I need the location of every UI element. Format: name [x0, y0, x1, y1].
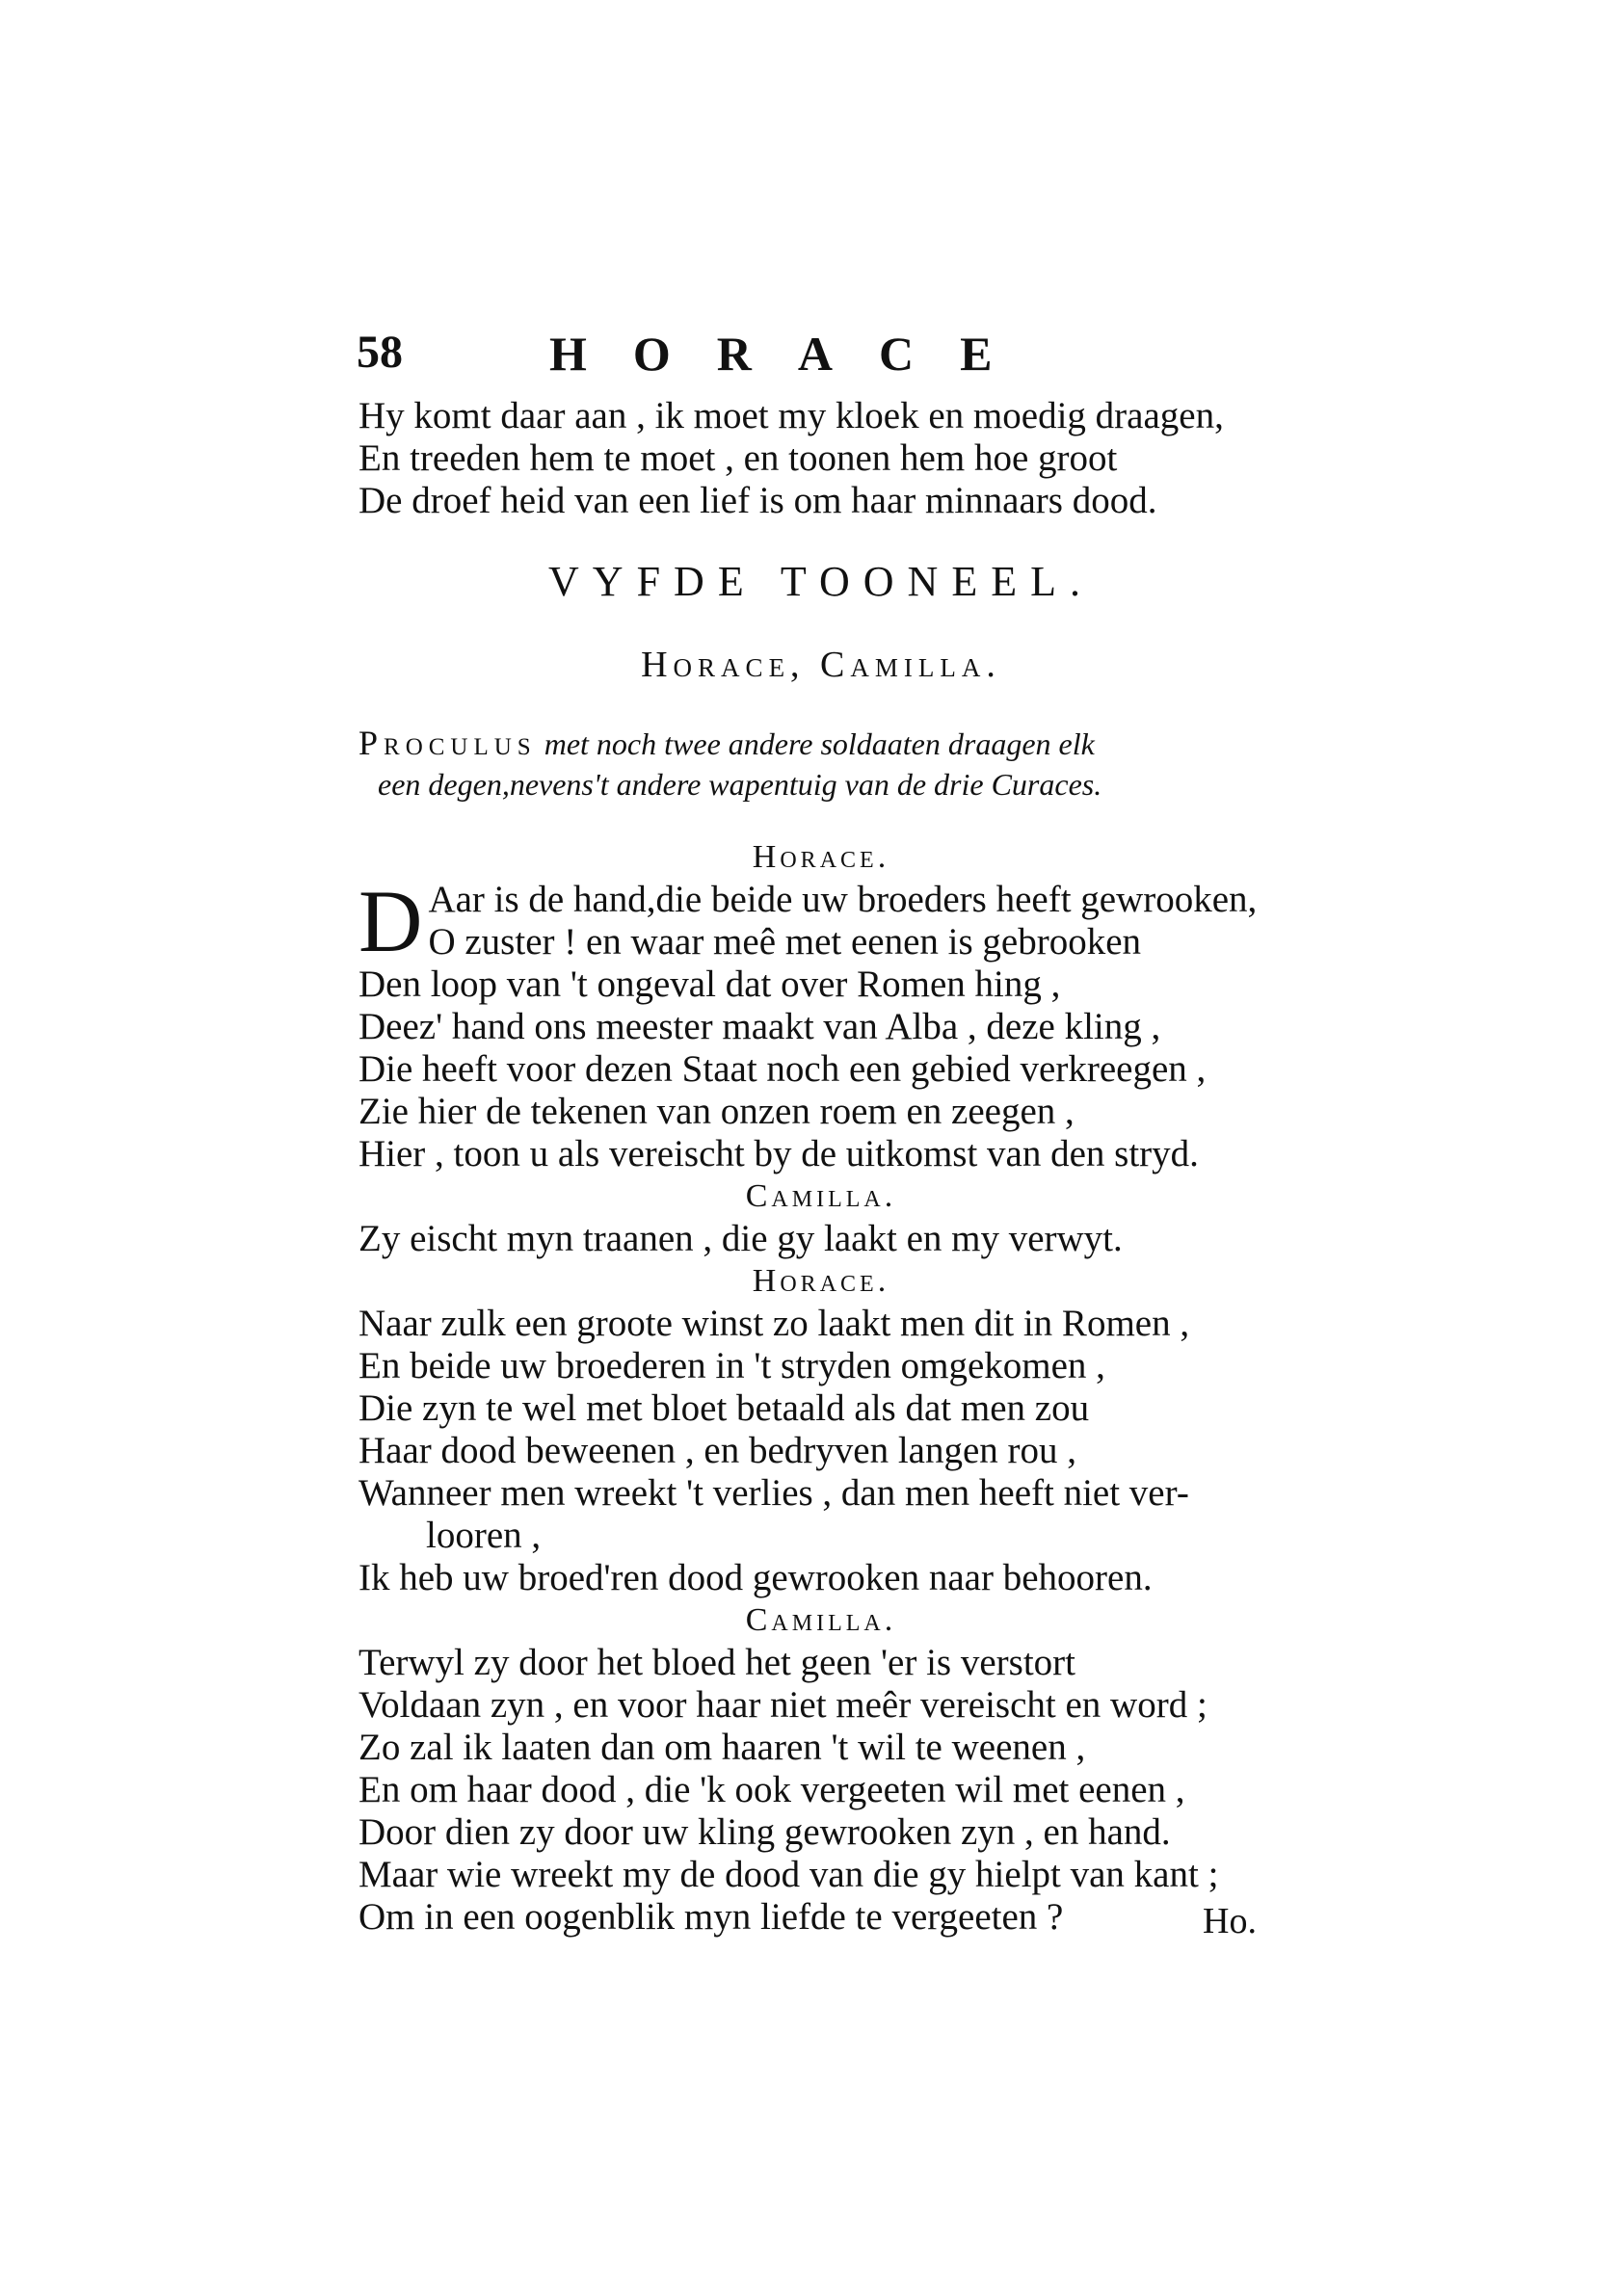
- speaker-name: Horace.: [752, 1263, 890, 1299]
- verse-line: Die zyn te wel met bloet betaald als dat men zou: [358, 1387, 1090, 1429]
- verse-line: De droef heid van een lief is om haar minnaars dood.: [358, 480, 1157, 521]
- verse-line: Haar dood beweenen , en bedryven langen rou ,: [358, 1430, 1077, 1471]
- verse-line: Wanneer men wreekt 't verlies , dan men heeft niet ver-: [358, 1472, 1189, 1514]
- verse-line: Door dien zy door uw kling gewrooken zyn , en hand.: [358, 1811, 1171, 1853]
- verse-line: Hier , toon u als vereischt by de uitkomst van den stryd.: [358, 1133, 1199, 1174]
- verse-line: Den loop van 't ongeval dat over Romen hing ,: [358, 963, 1061, 1005]
- verse-line-continuation: looren ,: [426, 1515, 542, 1556]
- stage-direction-name: Proculus: [358, 724, 537, 762]
- verse-line: Terwyl zy door het bloed het geen 'er is verstort: [358, 1642, 1075, 1683]
- verse-line: Zo zal ik laaten dan om haaren 't wil te weenen ,: [358, 1727, 1086, 1768]
- opening-verse: [358, 395, 1284, 522]
- verse-line: Aar is de hand,die beide uw broeders heeft gewrooken,: [428, 879, 1258, 920]
- dropcap-paragraph: [358, 872, 1284, 970]
- verse-line: Voldaan zyn , en voor haar niet meêr vereischt en word ;: [358, 1684, 1208, 1726]
- page-number: 58: [357, 327, 403, 378]
- verse-line: En om haar dood , die 'k ook vergeeten wil met eenen ,: [358, 1769, 1185, 1810]
- speaker-name: Horace.: [752, 839, 890, 875]
- verse-line: Die heeft voor dezen Staat noch een gebied verkreegen ,: [358, 1048, 1207, 1090]
- running-title: HORACE: [549, 327, 1039, 381]
- speaker-name: Camilla.: [745, 1602, 897, 1638]
- stage-direction-line: een degen,nevens't andere wapentuig van de drie Curaces.: [378, 767, 1102, 802]
- drop-cap: D: [358, 872, 423, 970]
- scene-title: VYFDE TOONEEL.: [548, 558, 1094, 605]
- verse-line: Om in een oogenblik myn liefde te vergeeten ?: [358, 1896, 1064, 1938]
- page-header: [357, 326, 1282, 393]
- stage-direction: [358, 723, 1284, 805]
- verse-line: O zuster ! en waar meê met eenen is gebrooken: [428, 921, 1142, 963]
- verse-line: Naar zulk een groote winst zo laakt men dit in Romen ,: [358, 1303, 1190, 1344]
- verse-line: Maar wie wreekt my de dood van die gy hielpt van kant ;: [358, 1854, 1219, 1895]
- verse-line: Hy komt daar aan , ik moet my kloek en moedig draagen,: [358, 395, 1224, 436]
- stage-direction-text: met noch twee andere soldaaten draagen elk: [544, 726, 1095, 761]
- verse-line: Deez' hand ons meester maakt van Alba , deze kling ,: [358, 1006, 1161, 1047]
- stage-direction-line: [358, 723, 1284, 764]
- catchword: Ho.: [1203, 1901, 1257, 1941]
- verse-line: Zy eischt myn traanen , die gy laakt en my verwyt.: [358, 1218, 1123, 1259]
- verse-line: Ik heb uw broed'ren dood gewrooken naar behooren.: [358, 1557, 1153, 1598]
- verse-line: En treeden hem te moet , en toonen hem hoe groot: [358, 437, 1118, 479]
- speech-horace-1: [358, 836, 1284, 1939]
- scene-characters: Horace, Camilla.: [641, 645, 1001, 685]
- speaker-name: Camilla.: [745, 1178, 897, 1214]
- verse-line: Zie hier de tekenen van onzen roem en zeegen ,: [358, 1091, 1075, 1132]
- verse-line: En beide uw broederen in 't stryden omgekomen ,: [358, 1345, 1105, 1386]
